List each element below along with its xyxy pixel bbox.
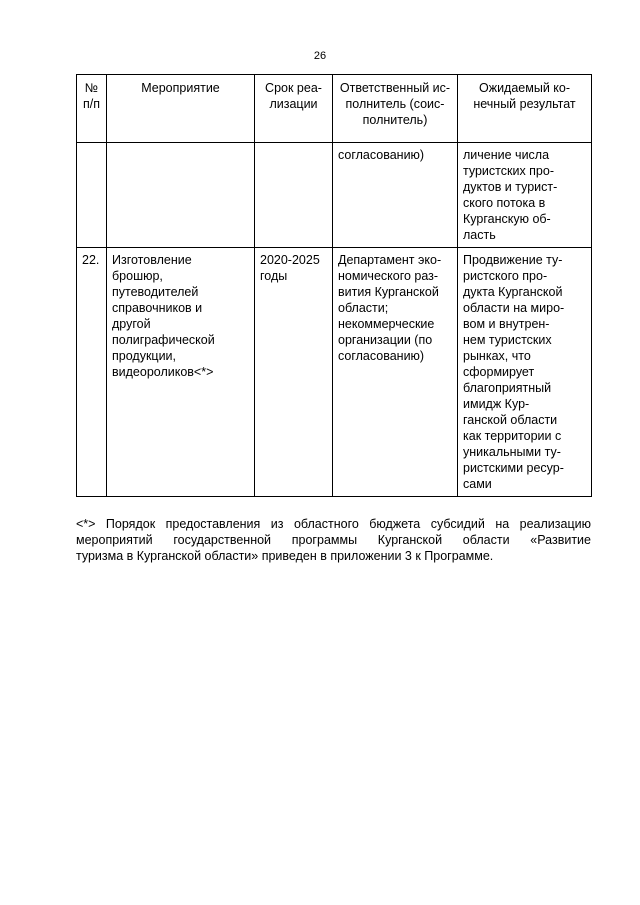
cell-text-line: вом и внутрен- xyxy=(463,317,550,331)
cell-text-line: Срок реа- xyxy=(265,81,322,95)
cell-text-line: согласованию) xyxy=(338,148,425,162)
cell-text-line: ганской области xyxy=(463,413,558,427)
cell-text-line: лизации xyxy=(269,97,318,111)
table-row xyxy=(77,143,592,248)
cell-text-line: ристского про- xyxy=(463,269,548,283)
cell-text-line: Ожидаемый ко- xyxy=(478,81,571,95)
cell-text-line: полиграфической xyxy=(112,333,215,347)
header-event xyxy=(107,75,255,143)
cell-event xyxy=(107,248,255,497)
header-num xyxy=(77,75,107,143)
cell-text-line: другой xyxy=(112,317,151,331)
cell-text-line: путеводителей xyxy=(112,285,199,299)
cell-text-line: нечный результат xyxy=(473,97,576,111)
cell-text-line: вития Курганской xyxy=(338,285,439,299)
cell-text-line: № xyxy=(84,81,99,95)
table-row xyxy=(77,248,592,497)
header-result xyxy=(458,75,592,143)
cell-text-line: рынках, что xyxy=(463,349,531,363)
cell-text-line: туристских про- xyxy=(463,164,555,178)
header-responsible xyxy=(333,75,458,143)
cell-text-line: годы xyxy=(260,269,288,283)
cell-text-line: ского потока в xyxy=(463,196,546,210)
cell-text-line: некоммерческие xyxy=(338,317,435,331)
cell-text-line: справочников и xyxy=(112,301,203,315)
cell-text-line: номического раз- xyxy=(338,269,439,283)
table-header-row xyxy=(77,75,592,143)
cell-term xyxy=(255,143,333,248)
cell-text-line: области; xyxy=(338,301,389,315)
cell-responsible xyxy=(333,248,458,497)
cell-text-line: как территории с xyxy=(463,429,562,443)
cell-text-line: продукции, xyxy=(112,349,177,363)
cell-text-line: уникальными ту- xyxy=(463,445,561,459)
cell-text-line: ласть xyxy=(463,228,496,242)
cell-text-line: Курганскую об- xyxy=(463,212,551,226)
footnote-line: <*> Порядок предоставления из областного бюджета субсидий на реализацию xyxy=(76,517,591,531)
cell-text-line: 2020-2025 xyxy=(260,253,320,267)
cell-text-line: области на миро- xyxy=(463,301,565,315)
cell-text-line: имидж Кур- xyxy=(463,397,530,411)
cell-text-line: личение числа xyxy=(463,148,550,162)
cell-text-line: полнитель) xyxy=(362,113,428,127)
cell-responsible xyxy=(333,143,458,248)
cell-text-line: полнитель (соис- xyxy=(345,97,445,111)
cell-result xyxy=(458,143,592,248)
cell-text-line: благоприятный xyxy=(463,381,552,395)
cell-text-line: дукта Курганской xyxy=(463,285,563,299)
header-term xyxy=(255,75,333,143)
cell-result xyxy=(458,248,592,497)
events-table xyxy=(76,74,592,497)
cell-text-line: ристскими ресур- xyxy=(463,461,564,475)
cell-text-line: 22. xyxy=(82,253,100,267)
cell-text-line: п/п xyxy=(82,97,100,111)
cell-text-line: Ответственный ис- xyxy=(339,81,451,95)
cell-text-line: Мероприятие xyxy=(141,81,220,95)
footnote-line: туризма в Курганской области» приведен в приложении 3 к Программе. xyxy=(76,549,494,563)
cell-text-line: Продвижение ту- xyxy=(463,253,563,267)
cell-num xyxy=(77,248,107,497)
cell-text-line: согласованию) xyxy=(338,349,425,363)
cell-text-line: дуктов и турист- xyxy=(463,180,558,194)
footnote-line: мероприятий государственной программы Курганской области «Развитие xyxy=(76,533,591,547)
cell-text-line: Изготовление xyxy=(112,253,192,267)
cell-num xyxy=(77,143,107,248)
cell-text-line: Департамент эко- xyxy=(338,253,442,267)
cell-text-line: сами xyxy=(463,477,492,491)
cell-event xyxy=(107,143,255,248)
cell-text-line: видеороликов<*> xyxy=(112,365,214,379)
cell-text-line: сформирует xyxy=(463,365,535,379)
cell-term xyxy=(255,248,333,497)
cell-text-line: нем туристских xyxy=(463,333,552,347)
cell-text-line: организации (по xyxy=(338,333,433,347)
cell-text-line: брошюр, xyxy=(112,269,163,283)
page-number: 26 xyxy=(313,50,327,62)
footnote xyxy=(76,516,591,564)
